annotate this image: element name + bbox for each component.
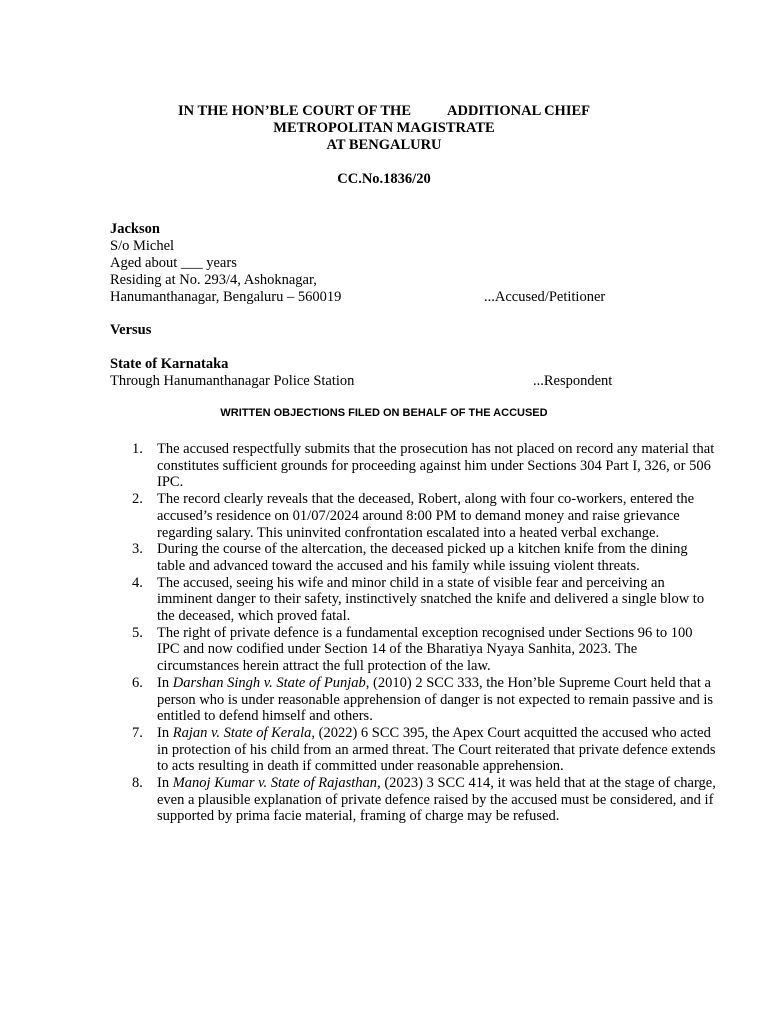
objection-item xyxy=(132,491,717,541)
item-number: 4. xyxy=(132,574,143,591)
case-citation: Darshan Singh v. State of Punjab xyxy=(172,674,366,691)
accused-role: ...Accused/Petitioner xyxy=(484,289,606,305)
document-title: WRITTEN OBJECTIONS FILED ON BEHALF OF THE ACCUSED xyxy=(220,407,548,419)
item-text: The right of private defence is a fundamental exception recognised under Sections 96 to 100 IPC and now codified under Section 14 of the Bharatiya Nyaya Sanhita, 2023. The circumstances herein attract the full protection of the law. xyxy=(157,624,693,675)
objection-item xyxy=(132,775,717,825)
item-number: 2. xyxy=(132,491,143,508)
court-heading-line3: AT BENGALURU xyxy=(326,137,442,153)
objection-item xyxy=(132,574,717,625)
court-heading-part1: IN THE HON’BLE COURT OF THE xyxy=(177,103,411,119)
objection-list xyxy=(110,441,717,825)
item-text-pre: In xyxy=(157,674,173,691)
objection-item xyxy=(132,441,717,491)
court-heading-line1 xyxy=(0,103,768,120)
accused-address-line1: Residing at No. 293/4, Ashoknagar, xyxy=(110,272,317,288)
objection-item xyxy=(132,624,717,675)
objection-item xyxy=(132,674,717,725)
court-heading-line2: METROPOLITAN MAGISTRATE xyxy=(273,120,495,136)
item-text: The accused, seeing his wife and minor child in a state of visible fear and perceiving an imminent danger to their safety, instinctively snatched the knife and delivered a single blow to the deceased, which proved fatal. xyxy=(157,574,705,625)
item-text: The accused respectfully submits that the prosecution has not placed on record any material that constitutes sufficient grounds for proceeding against him under Sections 304 Part I, 326, or 506 IPC. xyxy=(157,441,715,491)
case-number: CC.No.1836/20 xyxy=(337,171,431,187)
respondent-through: Through Hanumanthanagar Police Station xyxy=(110,373,355,389)
item-text-post: , (2022) 6 SCC 395, the Apex Court acquitted the accused who acted in protection of his child from an armed threat. The Court reiterated that private defence extends to acts resulting in death if committed under reasonable apprehension. xyxy=(157,724,716,775)
item-number: 5. xyxy=(132,624,143,641)
respondent-name: State of Karnataka xyxy=(110,356,229,372)
case-citation: Rajan v. State of Kerala xyxy=(172,724,312,741)
accused-relation: S/o Michel xyxy=(110,238,175,254)
item-number: 3. xyxy=(132,541,143,558)
objection-item xyxy=(132,541,717,574)
item-text: During the course of the altercation, the deceased picked up a kitchen knife from the dining table and advanced toward the accused and his family while issuing violent threats. xyxy=(157,541,688,574)
court-heading-part2: ADDITIONAL CHIEF xyxy=(447,103,591,119)
item-text-post: , (2010) 2 SCC 333, the Hon’ble Supreme Court held that a person who is under reasonable apprehension of danger is not expected to remain passive and is entitled to defend himself and others. xyxy=(157,674,714,725)
item-number: 1. xyxy=(132,441,143,457)
case-citation: Manoj Kumar v. State of Rajasthan xyxy=(172,775,378,792)
accused-address-line2: Hanumanthanagar, Bengaluru – 560019 xyxy=(110,289,342,305)
item-number: 6. xyxy=(132,674,143,691)
item-text-pre: In xyxy=(157,775,173,792)
item-text: The record clearly reveals that the deceased, Robert, along with four co-workers, entered the accused’s residence on 01/07/2024 around 8:00 PM to demand money and raise grievance regarding salary. This uninvited confrontation escalated into a heated verbal exchange. xyxy=(157,491,695,541)
accused-name: Jackson xyxy=(110,221,160,237)
item-number: 7. xyxy=(132,724,143,741)
item-number: 8. xyxy=(132,775,143,792)
objection-item xyxy=(132,724,717,775)
item-text-pre: In xyxy=(157,724,173,741)
accused-age: Aged about ___ years xyxy=(110,255,237,271)
item-text-post: , (2023) 3 SCC 414, it was held that at the stage of charge, even a plausible explanation of private defence raised by the accused must be considered, and if supported by prima facie material, framing of charge may be refused. xyxy=(157,775,716,825)
versus-label: Versus xyxy=(110,322,152,338)
respondent-role: ...Respondent xyxy=(533,373,613,389)
